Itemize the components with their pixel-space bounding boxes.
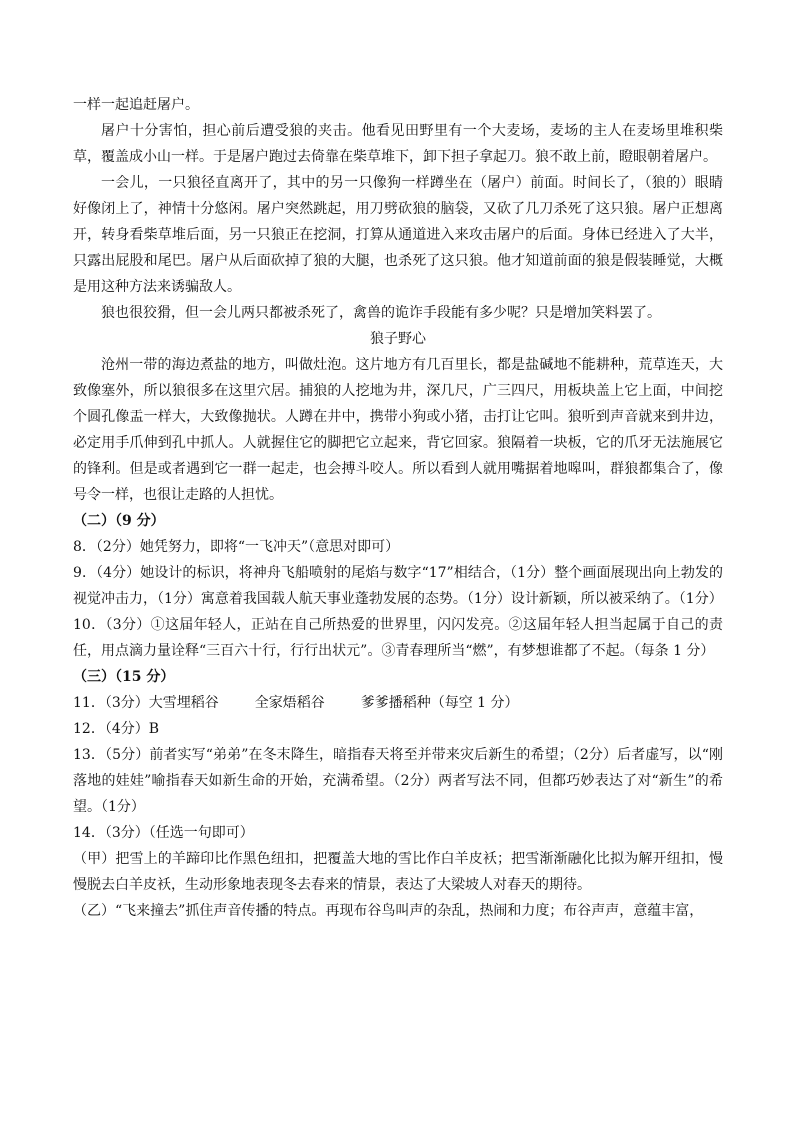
answer-9: 9．（4分）她设计的标识，将神舟飞船喷射的尾焰与数字“17”相结合，（1分）整个画面展现出向上勃发的视觉冲击力，（1分）寓意着我国载人航天事业蓬勃发展的态势。（1分）设计新颖，所以被采纳了。（1分）: [73, 565, 723, 607]
answer-11: [73, 690, 723, 716]
answer-11-part-b: 全家焐稻谷: [254, 695, 325, 711]
answer-8: 8．（2分）她凭努力，即将“一飞冲天”（意思对即可）: [73, 539, 400, 555]
paragraph-3: 狼也很狡猾，但一会儿两只都被杀死了，禽兽的诡诈手段能有多少呢？只是增加笑料罢了。: [101, 305, 661, 321]
section-subtitle: 狼子野心: [370, 331, 426, 347]
section-heading-2: （二）（9 分）: [73, 513, 165, 529]
answer-11-part-c: 爹爹播稻种（每空 1 分）: [360, 695, 519, 711]
paragraph-4: 沧州一带的海边煮盐的地方，叫做灶泡。这片地方有几百里长，都是盐碱地不能耕种，荒草连天，大致像塞外，所以狼很多在这里穴居。捕狼的人挖地为井，深几尺，广三四尺，用板块盖上它上面，中间挖个圆孔像盂一样大，大致像抛状。人蹲在井中，携带小狗或小猪，击打让它叫。狼听到声音就来到井边，必定用手爪伸到孔中抓人。人就握住它的脚把它立起来，背它回家。狼隔着一块板，它的爪牙无法施展它的锋利。但是或者遇到它一群一起走，也会搏斗咬人。所以看到人就用嘴据着地嗥叫，群狼都集合了，像号令一样，也很让走路的人担忧。: [73, 357, 723, 503]
paragraph-1: 屠户十分害怕，担心前后遭受狼的夹击。他看见田野里有一个大麦场，麦场的主人在麦场里堆积柴草，覆盖成小山一样。于是屠户跑过去倚靠在柴草堆下，卸下担子拿起刀。狼不敢上前，瞪眼朝着屠户。: [73, 123, 723, 165]
document-page: [73, 92, 723, 924]
paragraph-0: 一样一起追赶屠户。: [73, 97, 199, 113]
answer-14: 14．（3分）（任选一句即可）: [73, 825, 254, 841]
answer-13: 13．（5分）前者实写“弟弟”在冬末降生，暗指春天将至并带来灾后新生的希望；（2分）后者虚写，以“刚落地的娃娃”喻指春天如新生命的开始，充满希望。（2分）两者写法不同，但都巧妙表达了对“新生”的希望。（1分）: [73, 747, 723, 815]
answer-14-jia: （甲）把雪上的羊蹄印比作黑色纽扣，把覆盖大地的雪比作白羊皮袄；把雪渐渐融化比拟为解开纽扣，慢慢脱去白羊皮袄，生动形象地表现冬去春来的情景，表达了大梁坡人对春天的期待。: [73, 851, 723, 893]
answer-10: 10．（3分）①这届年轻人，正站在自己所热爱的世界里，闪闪发亮。②这届年轻人担当起属于自己的责任，用点滴力量诠释“三百六十行，行行出状元”。③青春理所当“燃”，有梦想谁都了不起。（每条 1 分）: [73, 617, 723, 659]
answer-11-part-a: 11．（3分）大雪埋稻谷: [73, 695, 219, 711]
answer-12: 12．（4分）B: [73, 721, 160, 737]
paragraph-2: 一会儿，一只狼径直离开了，其中的另一只像狗一样蹲坐在（屠户）前面。时间长了，（狼的）眼睛好像闭上了，神情十分悠闲。屠户突然跳起，用刀劈砍狼的脑袋，又砍了几刀杀死了这只狼。屠户正想离开，转身看柴草堆后面，另一只狼正在挖洞，打算从通道进入来攻击屠户的后面。身体已经进入了大半，只露出屁股和尾巴。屠户从后面砍掉了狼的大腿，也杀死了这只狼。他才知道前面的狼是假装睡觉，大概是用这种方法来诱骗敌人。: [73, 175, 723, 295]
section-heading-3: （三）（15 分）: [73, 669, 175, 685]
answer-14-yi: （乙）“飞来撞去”抓住声音传播的特点。再现布谷鸟叫声的杂乱，热闹和力度；布谷声声，意蕴丰富，: [73, 903, 704, 919]
